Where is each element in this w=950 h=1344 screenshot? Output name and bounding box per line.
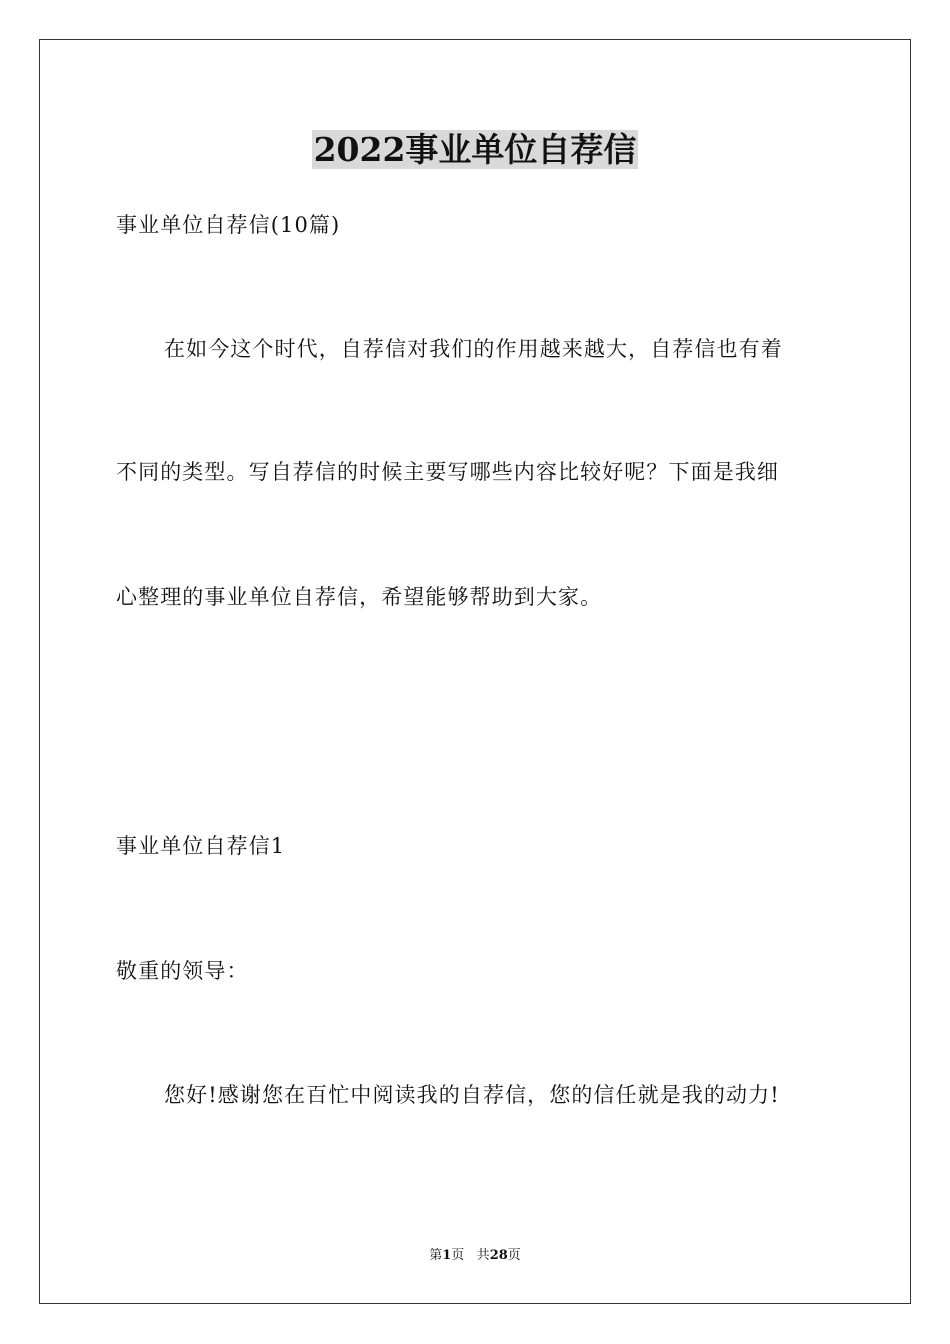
salutation: 敬重的领导： bbox=[116, 959, 249, 983]
footer-page-suffix: 页 bbox=[451, 1248, 465, 1263]
footer-total-prefix: 共 bbox=[476, 1248, 490, 1263]
body-line: 您好!感谢您在百忙中阅读我的自荐信，您的信任就是我的动力! bbox=[164, 1083, 780, 1107]
intro-line-1: 在如今这个时代，自荐信对我们的作用越来越大，自荐信也有着 bbox=[164, 337, 783, 361]
intro-line-3: 心整理的事业单位自荐信，希望能够帮助到大家。 bbox=[116, 585, 603, 609]
footer-page-number: 1 bbox=[442, 1248, 452, 1263]
section-heading: 事业单位自荐信1 bbox=[116, 834, 286, 858]
subtitle: 事业单位自荐信(10篇) bbox=[116, 213, 341, 237]
document-title-text: 2022事业单位自荐信 bbox=[313, 130, 637, 169]
document-title bbox=[0, 124, 950, 176]
footer-page-prefix: 第 bbox=[429, 1248, 443, 1263]
intro-line-2: 不同的类型。写自荐信的时候主要写哪些内容比较好呢？下面是我细 bbox=[116, 460, 779, 484]
footer-total-suffix: 页 bbox=[507, 1248, 521, 1263]
page-footer bbox=[0, 1246, 950, 1266]
footer-total-pages: 28 bbox=[489, 1248, 508, 1263]
